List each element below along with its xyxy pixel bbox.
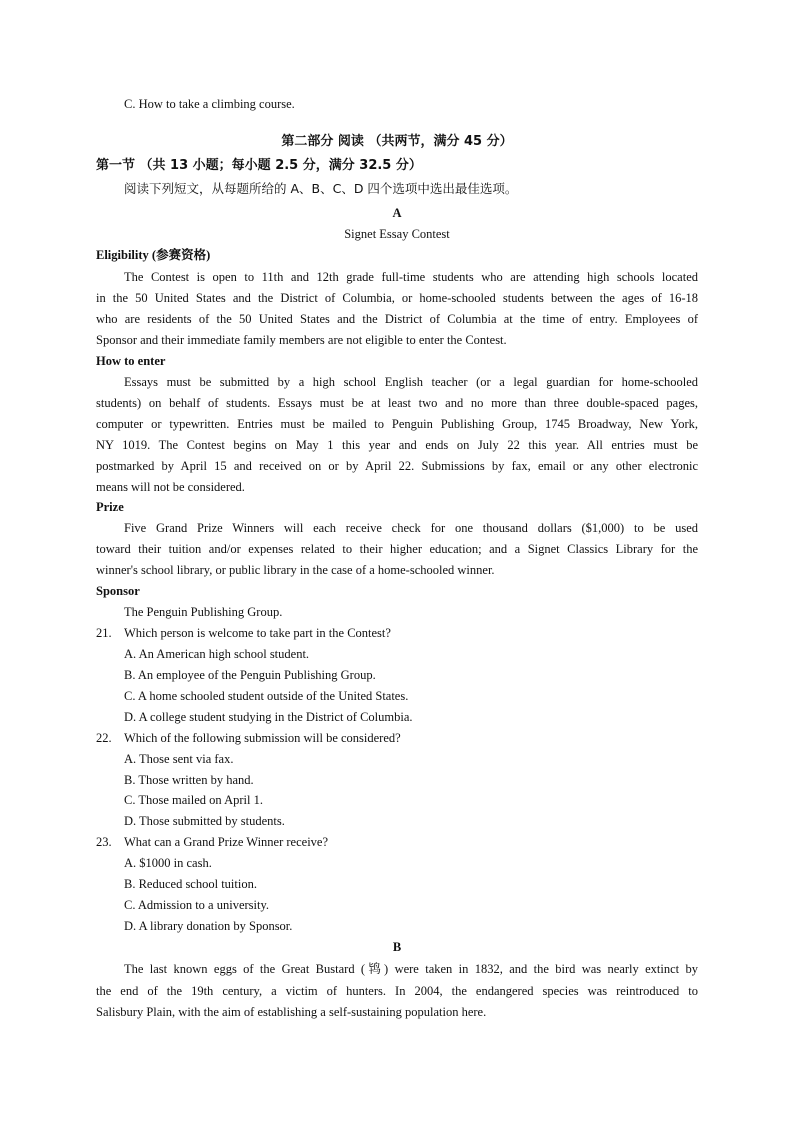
question-number: 21. <box>96 626 112 640</box>
passage-b-letter: B <box>392 940 402 954</box>
question-option: C. Admission to a university. <box>124 898 270 912</box>
question-option: A. $1000 in cash. <box>124 856 212 870</box>
top-option: C. How to take a climbing course. <box>124 97 295 111</box>
question-number: 22. <box>96 731 112 745</box>
how-line: means will not be considered. <box>96 480 245 494</box>
how-line: students) on behalf of students. Essays must be at least two and no more than three double-spaced pages, <box>96 396 698 410</box>
question-option: B. An employee of the Penguin Publishing Group. <box>124 668 376 682</box>
how-line: NY 1019. The Contest begins on May 1 this year and ends on July 22 this year. All entries must be <box>96 438 698 452</box>
eligibility-line: The Contest is open to 11th and 12th grade full-time students who are attending high schools located <box>124 270 698 284</box>
prize-line: Five Grand Prize Winners will each receive check for one thousand dollars ($1,000) to be used <box>124 521 698 535</box>
how-to-enter-heading: How to enter <box>96 354 166 368</box>
question-option: C. A home schooled student outside of the United States. <box>124 689 409 703</box>
passage-a-title: Signet Essay Contest <box>344 227 450 241</box>
sponsor-heading: Sponsor <box>96 584 140 598</box>
question-option: B. Reduced school tuition. <box>124 877 257 891</box>
eligibility-line: who are residents of the 50 United States and the District of Columbia at the time of entry. Employees of <box>96 312 698 326</box>
question-text: Which person is welcome to take part in the Contest? <box>124 626 391 640</box>
question-option: A. An American high school student. <box>124 647 310 661</box>
question-option: C. Those mailed on April 1. <box>124 793 263 807</box>
eligibility-line: Sponsor and their immediate family members are not eligible to enter the Contest. <box>96 333 507 347</box>
sponsor-text: The Penguin Publishing Group. <box>124 605 283 619</box>
question-number: 23. <box>96 835 112 849</box>
part-title: 第二部分 阅读 （共两节，满分 45 分） <box>281 134 513 149</box>
how-line: Essays must be submitted by a high school English teacher (or a legal guardian for home-schooled <box>124 375 698 389</box>
question-text: Which of the following submission will be considered? <box>124 731 401 745</box>
section-title: 第一节 （共 13 小题；每小题 2.5 分，满分 32.5 分） <box>96 158 422 173</box>
prize-line: toward their tuition and/or expenses related to their higher education; and a Signet Classics Library for the <box>96 542 698 556</box>
instruction: 阅读下列短文，从每题所给的 A、B、C、D 四个选项中选出最佳选项。 <box>124 181 518 196</box>
question-option: A. Those sent via fax. <box>124 752 234 766</box>
eligibility-line: in the 50 United States and the District of Columbia, or home-schooled students between the ages of 16-18 <box>96 291 698 305</box>
question-text: What can a Grand Prize Winner receive? <box>124 835 329 849</box>
eligibility-heading: Eligibility (参赛资格) <box>96 248 211 262</box>
passage-b-line: the end of the 19th century, a victim of hunters. In 2004, the endangered species was reintroduced to <box>96 984 698 998</box>
question-option: D. A library donation by Sponsor. <box>124 919 293 933</box>
passage-b-line: The last known eggs of the Great Bustard (鸨) were taken in 1832, and the bird was nearly extinct by <box>124 962 698 976</box>
passage-a-letter: A <box>392 206 402 220</box>
how-line: postmarked by April 15 and received on or by April 22. Submissions by fax, email or any other electronic <box>96 459 698 473</box>
question-option: B. Those written by hand. <box>124 773 254 787</box>
question-option: D. Those submitted by students. <box>124 814 285 828</box>
question-option: D. A college student studying in the District of Columbia. <box>124 710 413 724</box>
prize-heading: Prize <box>96 500 124 514</box>
how-line: computer or typewritten. Entries must be mailed to Penguin Publishing Group, 1745 Broadway, New York, <box>96 417 698 431</box>
prize-line: winner's school library, or public library in the case of a home-schooled winner. <box>96 563 495 577</box>
passage-b-line: Salisbury Plain, with the aim of establishing a self-sustaining population here. <box>96 1005 487 1019</box>
